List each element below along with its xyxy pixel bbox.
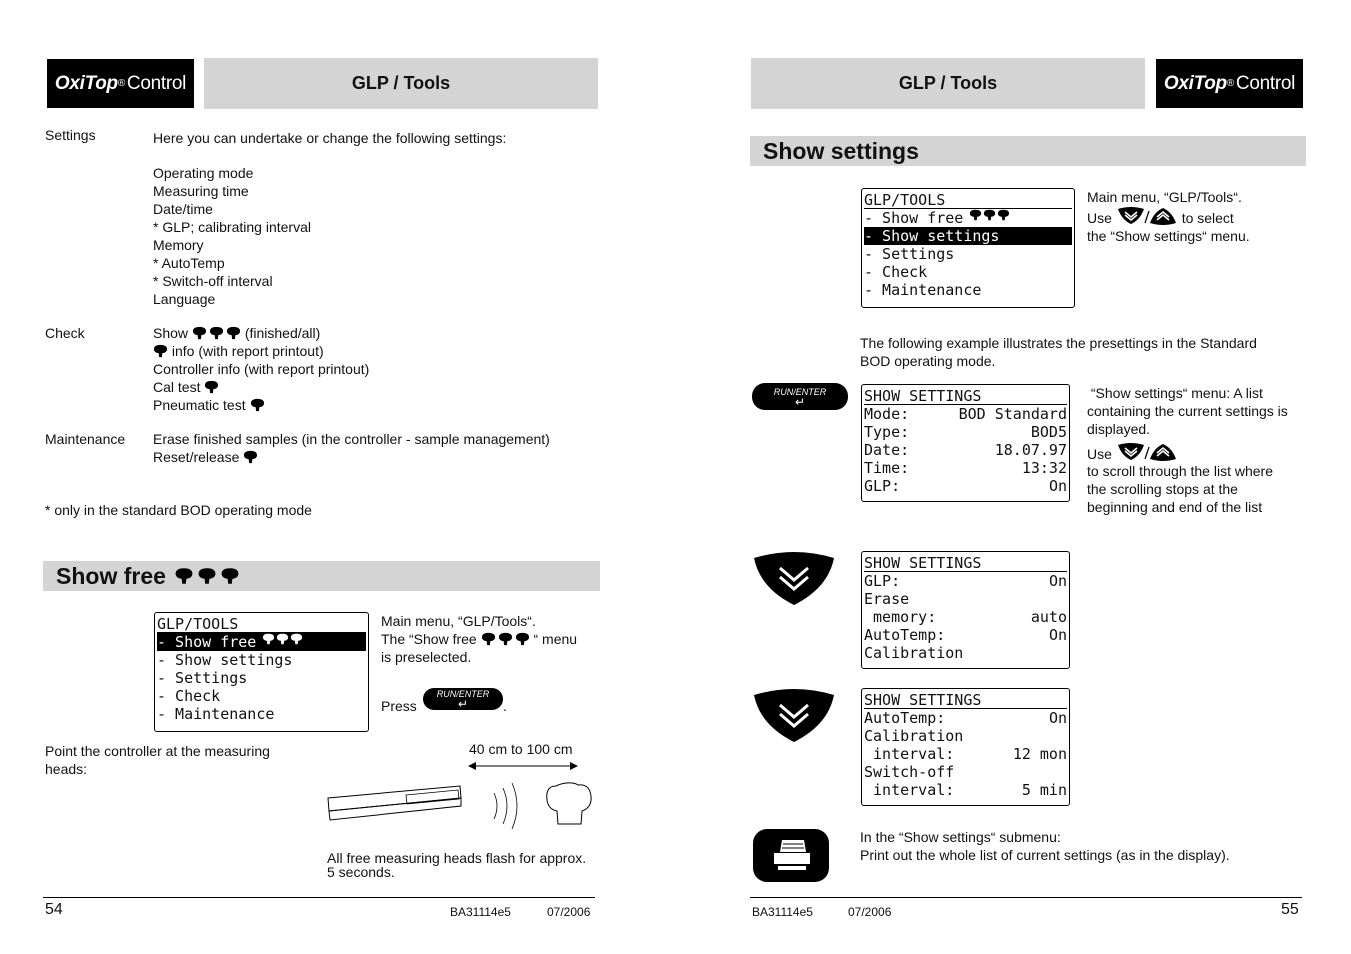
desc-line: is preselected. (381, 649, 472, 665)
check-block (153, 324, 369, 414)
doc-code-right: BA31114e5 (752, 905, 813, 919)
lcd-row: Mode: BOD Standard (864, 405, 1067, 423)
desc-line: containing the current settings is (1087, 403, 1288, 419)
point-line: Point the controller at the measuring (45, 743, 270, 759)
page-number-left: 54 (45, 901, 63, 918)
lcd-row: Type: BOD5 (864, 423, 1067, 441)
lcd-row: AutoTemp: On (864, 626, 1067, 644)
desc-line: beginning and end of the list (1087, 499, 1263, 515)
settings-item: Measuring time (153, 183, 249, 199)
run-enter-key-icon: RUN/ENTER ↵ (423, 688, 503, 710)
lcd-title: GLP/TOOLS (157, 615, 366, 633)
lcd-row: Calibration (864, 727, 964, 745)
down-key-icon (752, 550, 836, 606)
lcd-row: - Maintenance (157, 705, 275, 723)
print-key-icon (752, 828, 830, 883)
desc-line: the scrolling stops at the (1087, 481, 1238, 497)
lcd-row: GLP: On (864, 477, 1067, 495)
check-show: Show (finished/all) (153, 325, 321, 341)
page-number-right: 55 (1281, 901, 1299, 918)
measuring-head-drop-icon (250, 398, 265, 412)
lcd-row: - Show free (864, 209, 1072, 227)
check-cal-test: Cal test (153, 378, 369, 396)
footer-divider (43, 897, 595, 898)
settings-block (153, 129, 506, 308)
press-period: . (503, 698, 507, 714)
maintenance-label: Maintenance (45, 431, 126, 447)
desc-line: Main menu, “GLP/Tools“. (1087, 189, 1242, 205)
doc-date-right: 07/2006 (848, 905, 892, 919)
settings-item: Memory (153, 237, 204, 253)
lcd-row: memory: auto (864, 608, 1067, 626)
lcd-row: interval: 12 mon (864, 745, 1067, 763)
glp-tools-lcd (154, 612, 369, 732)
desc-line: “Show settings“ menu: A list (1087, 385, 1263, 401)
lcd-row: - Check (157, 687, 221, 705)
down-up-key-icon (1116, 442, 1178, 462)
oxitop-control-logo: OxiTop ® Control (1156, 59, 1303, 108)
flash-note (327, 851, 586, 879)
lcd-row: - Settings (157, 669, 248, 687)
check-controller-info: Controller info (with report printout) (153, 361, 370, 377)
measuring-head-drop-icon (481, 632, 530, 646)
run-enter-key-icon: RUN/ENTER ↵ (752, 383, 848, 410)
lcd-row: - Maintenance (864, 281, 982, 299)
press-label: Press (381, 698, 417, 714)
lcd-row: Time: 13:32 (864, 459, 1067, 477)
check-info: info (with report printout) (153, 342, 369, 360)
show-free-section-title: Show free (43, 561, 600, 591)
lcd-row: AutoTemp: On (864, 709, 1067, 727)
settings-label: Settings (45, 127, 96, 143)
settings-item: Operating mode (153, 165, 254, 181)
lcd-row: interval: 5 min (864, 781, 1067, 799)
measuring-head-drop-icon (192, 326, 241, 340)
header-title-right: GLP / Tools (751, 58, 1145, 109)
point-line: heads: (45, 761, 88, 777)
print-line: In the “Show settings“ submenu: (860, 829, 1061, 845)
lcd-row: Calibration (864, 644, 964, 662)
oxitop-control-logo: OxiTop ® Control (47, 59, 194, 108)
lcd-row-selected: - Show settings (864, 227, 1072, 245)
desc-line: displayed. (1087, 421, 1151, 437)
down-up-key-icon (1116, 206, 1178, 226)
lcd-row: Date: 18.07.97 (864, 441, 1067, 459)
show-settings-section-title: Show settings (750, 136, 1306, 166)
show-settings-lcd-2 (861, 551, 1070, 669)
lcd-row: Erase (864, 590, 910, 608)
measuring-head-drop-icon (174, 567, 240, 585)
down-key-icon (752, 687, 836, 743)
lcd-title: SHOW SETTINGS (864, 691, 1067, 709)
lcd-row: - Show settings (157, 651, 293, 669)
example-line: The following example illustrates the presettings in the Standard (860, 335, 1257, 351)
distance-arrow (468, 760, 578, 772)
settings-item: Language (153, 291, 216, 307)
controller-illustration (326, 780, 596, 830)
desc-line: Main menu, “GLP/Tools“. (381, 613, 536, 629)
check-label: Check (45, 325, 85, 341)
glp-tools-lcd-right (861, 188, 1075, 308)
desc-line: Use (1087, 442, 1288, 462)
show-settings-lcd-3 (861, 688, 1070, 806)
header-title: GLP / Tools (204, 58, 598, 109)
footer-divider (750, 897, 1302, 898)
lcd-row: GLP: On (864, 572, 1067, 590)
maintenance-reset: Reset/release (153, 448, 550, 466)
settings-item: * AutoTemp (153, 255, 225, 271)
show-settings-lcd-1 (861, 384, 1070, 502)
point-instruction (45, 742, 270, 778)
show-free-description (381, 612, 577, 666)
menu-description (1087, 188, 1250, 245)
measuring-head-drop-icon (204, 380, 219, 394)
distance-label: 40 cm to 100 cm (469, 741, 573, 757)
measuring-head-drop-icon (153, 344, 168, 358)
lcd-title: GLP/TOOLS (864, 191, 1072, 209)
desc-line: to scroll through the list where (1087, 463, 1273, 479)
example-note (860, 334, 1257, 370)
maintenance-erase: Erase finished samples (in the controller - sample management) (153, 431, 550, 447)
flash-line: 5 seconds. (327, 864, 395, 880)
doc-date-left: 07/2006 (547, 905, 591, 919)
settings-item: * GLP; calibrating interval (153, 219, 311, 235)
desc-line: Use to select (1087, 206, 1250, 227)
lcd1-description (1087, 384, 1288, 516)
check-pneumatic-test: Pneumatic test (153, 396, 369, 414)
lcd-row-selected: - Show free (157, 633, 366, 651)
settings-item: Date/time (153, 201, 213, 217)
settings-intro: Here you can undertake or change the following settings: (153, 130, 507, 146)
desc-line: The “Show free “ menu (381, 631, 578, 647)
lcd-row: Switch-off (864, 763, 955, 781)
measuring-head-drop-icon (243, 450, 258, 464)
lcd-title: SHOW SETTINGS (864, 387, 1067, 405)
lcd-title: SHOW SETTINGS (864, 554, 1067, 572)
print-description (860, 828, 1230, 864)
example-line: BOD operating mode. (860, 353, 996, 369)
settings-item: * Switch-off interval (153, 273, 273, 289)
doc-code-left: BA31114e5 (450, 905, 511, 919)
lcd-row: - Settings (864, 245, 955, 263)
print-line: Print out the whole list of current settings (as in the display). (860, 847, 1230, 863)
footnote: * only in the standard BOD operating mode (45, 502, 312, 518)
lcd-row: - Check (864, 263, 928, 281)
flash-line: All free measuring heads flash for approx. (327, 850, 587, 866)
maintenance-block (153, 430, 550, 466)
desc-line: the “Show settings“ menu. (1087, 228, 1250, 244)
